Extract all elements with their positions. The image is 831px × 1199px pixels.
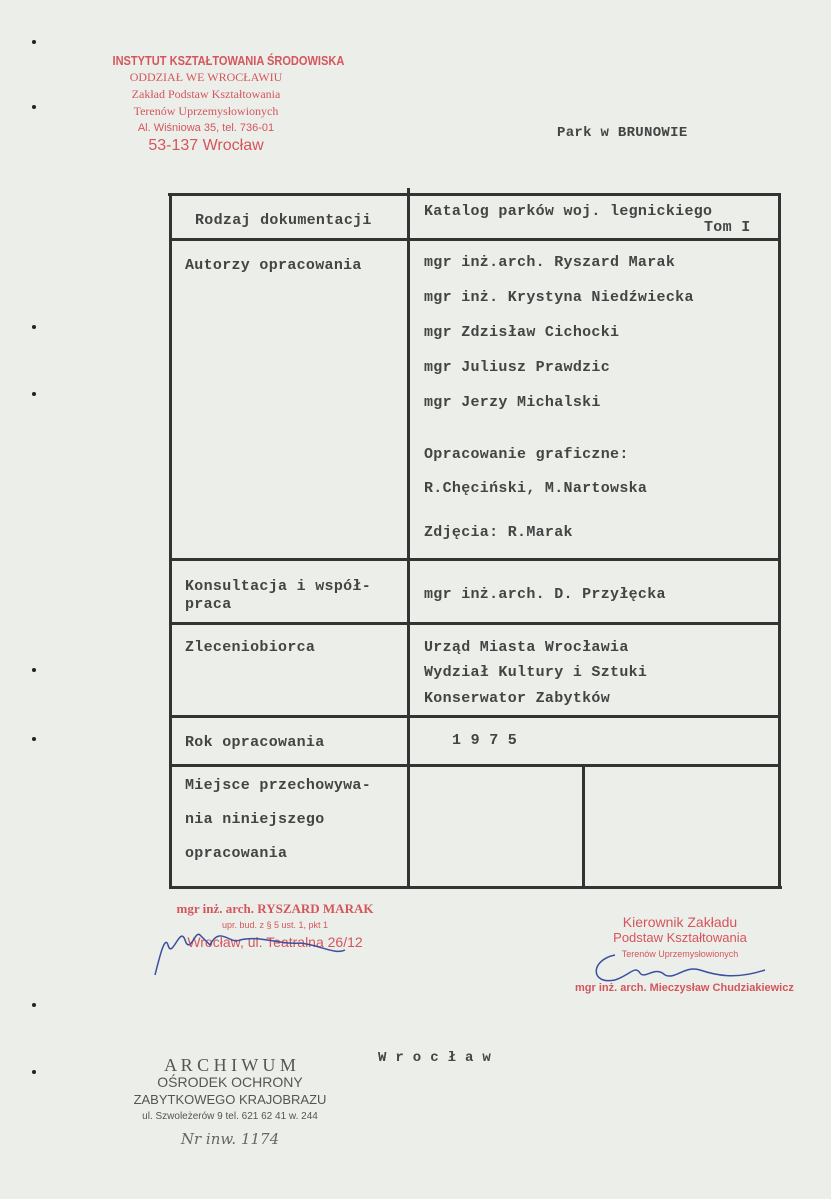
value-doc-type: Katalog parków woj. legnickiego <box>424 203 713 220</box>
place-of-issue: W r o c ł a w <box>378 1050 492 1066</box>
punch-hole <box>32 325 36 329</box>
punch-hole <box>32 392 36 396</box>
value-volume: Tom I <box>704 219 751 236</box>
punch-hole <box>32 40 36 44</box>
stamp-line: Zakład Podstaw Kształtowania <box>131 87 281 101</box>
stamp-line: Terenów Uprzemysłowionych <box>621 949 739 959</box>
stamp-line: Podstaw Kształtowania <box>613 930 747 945</box>
signature-marak <box>150 915 370 985</box>
stamp-line: Kierownik Zakładu <box>622 914 738 930</box>
label-storage-2: nia niniejszego <box>185 811 325 828</box>
stamp-line: mgr inż. arch. RYSZARD MARAK <box>176 901 374 916</box>
value-year: 1 9 7 5 <box>452 732 518 749</box>
label-authors: Autorzy opracowania <box>185 257 362 274</box>
punch-hole <box>32 1003 36 1007</box>
author: mgr Jerzy Michalski <box>424 394 601 411</box>
institute-stamp <box>96 52 345 154</box>
label-contractor: Zleceniobiorca <box>185 639 316 656</box>
stamp-line: Terenów Uprzemysłowionych <box>133 104 279 118</box>
author: mgr Zdzisław Cichocki <box>424 324 620 341</box>
stamp-line: ODDZIAŁ WE WROCŁAWIU <box>129 70 283 84</box>
label-doc-type: Rodzaj dokumentacji <box>195 212 372 229</box>
contractor-line: Wydział Kultury i Sztuki <box>424 664 648 681</box>
inventory-number: Nr inw. 1174 <box>180 1130 280 1148</box>
punch-hole <box>32 668 36 672</box>
signature-director <box>585 945 775 995</box>
stamp-line: upr. bud. z § 5 ust. 1, pkt 1 <box>221 920 329 930</box>
stamp-line: 53-137 Wrocław <box>148 137 264 154</box>
graphics-label: Opracowanie graficzne: <box>424 446 629 463</box>
stamp-line: mgr inż. arch. Mieczysław Chudziakiewicz <box>575 982 794 994</box>
label-consultation: Konsultacja i współ- <box>185 578 372 595</box>
photos: Zdjęcia: R.Marak <box>424 524 573 541</box>
stamp-line: INSTYTUT KSZTAŁTOWANIA ŚRODOWISKA <box>112 53 345 68</box>
contractor-line: Urząd Miasta Wrocławia <box>424 639 629 656</box>
document-header: Park w BRUNOWIE <box>557 125 688 141</box>
label-consultation-2: praca <box>185 596 232 613</box>
label-storage: Miejsce przechowywa- <box>185 777 372 794</box>
stamp-line: ZABYTKOWEGO KRAJOBRAZU <box>133 1092 327 1107</box>
punch-hole <box>32 1070 36 1074</box>
stamp-line: ul. Szwoleżerów 9 tel. 621 62 41 w. 244 <box>142 1111 318 1122</box>
author: mgr inż.arch. Ryszard Marak <box>424 254 676 271</box>
stamp-line: OŚRODEK OCHRONY <box>157 1074 303 1090</box>
stamp-line: Al. Wiśniowa 35, tel. 736-01 <box>137 122 275 134</box>
punch-hole <box>32 105 36 109</box>
author: mgr inż. Krystyna Niedźwiecka <box>424 289 694 306</box>
stamp-line: Wrocław, ul. Teatralna 26/12 <box>187 934 363 950</box>
author: mgr Juliusz Prawdzic <box>424 359 611 376</box>
value-consultation: mgr inż.arch. D. Przyłęcka <box>424 586 666 603</box>
label-year: Rok opracowania <box>185 734 325 751</box>
punch-hole <box>32 737 36 741</box>
graphics-authors: R.Chęciński, M.Nartowska <box>424 480 648 497</box>
archive-stamp <box>110 1057 350 1148</box>
stamp-line: A R C H I W U M <box>164 1055 296 1075</box>
contractor-line: Konserwator Zabytków <box>424 690 611 707</box>
label-storage-3: opracowania <box>185 845 288 862</box>
